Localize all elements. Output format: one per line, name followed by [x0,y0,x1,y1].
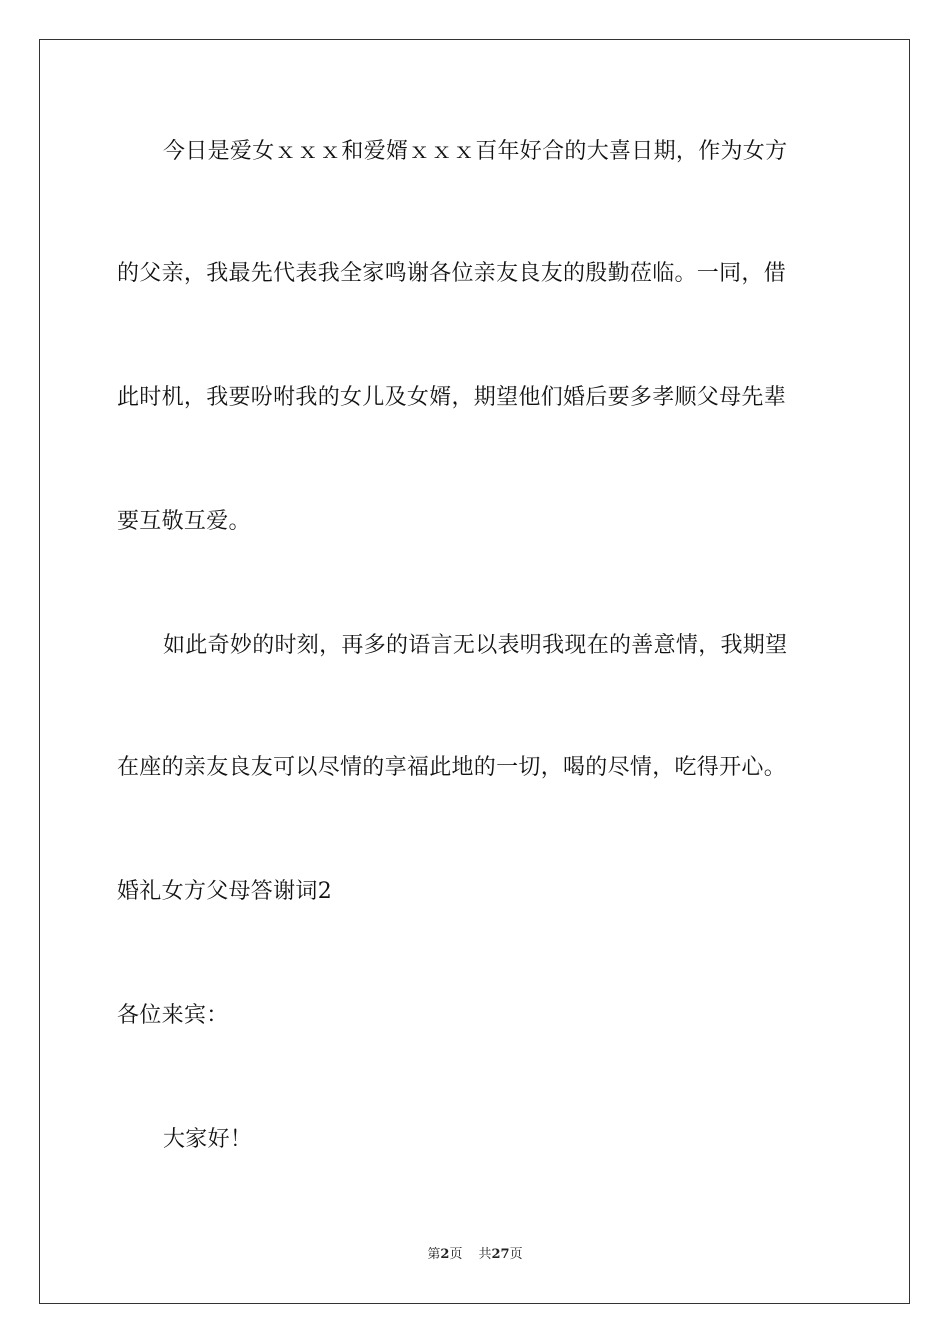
salutation: 各位来宾： [117,1003,229,1028]
paragraph-1-line-3: 此时机，我要吩咐我的女儿及女婿，期望他们婚后要多孝顺父母先辈 [117,385,787,410]
total-prefix: 共 [478,1247,492,1262]
paragraph-1-line-4: 要互敬互爱。 [117,509,251,534]
paragraph-1-line-2: 的父亲，我最先代表我全家鸣谢各位亲友良友的殷勤莅临。一同，借 [117,261,787,286]
page-prefix: 第 [427,1247,441,1262]
page-number: 2 [440,1247,450,1262]
paragraph-2-line-2: 在座的亲友良友可以尽情的享福此地的一切，喝的尽情，吃得开心。 [117,755,787,780]
paragraph-1-line-1: 今日是爱女ｘｘｘ和爱婿ｘｘｘ百年好合的大喜日期，作为女方 [163,139,788,164]
paragraph-2-line-1: 如此奇妙的时刻，再多的语言无以表明我现在的善意情，我期望 [163,633,788,658]
total-pages: 27 [491,1247,510,1262]
page-suffix: 页 [449,1247,463,1262]
page-footer [0,1246,950,1264]
section-heading: 婚礼女方父母答谢词2 [117,879,332,904]
greeting: 大家好！ [163,1127,253,1152]
total-suffix: 页 [509,1247,523,1262]
page-border [39,39,910,1304]
